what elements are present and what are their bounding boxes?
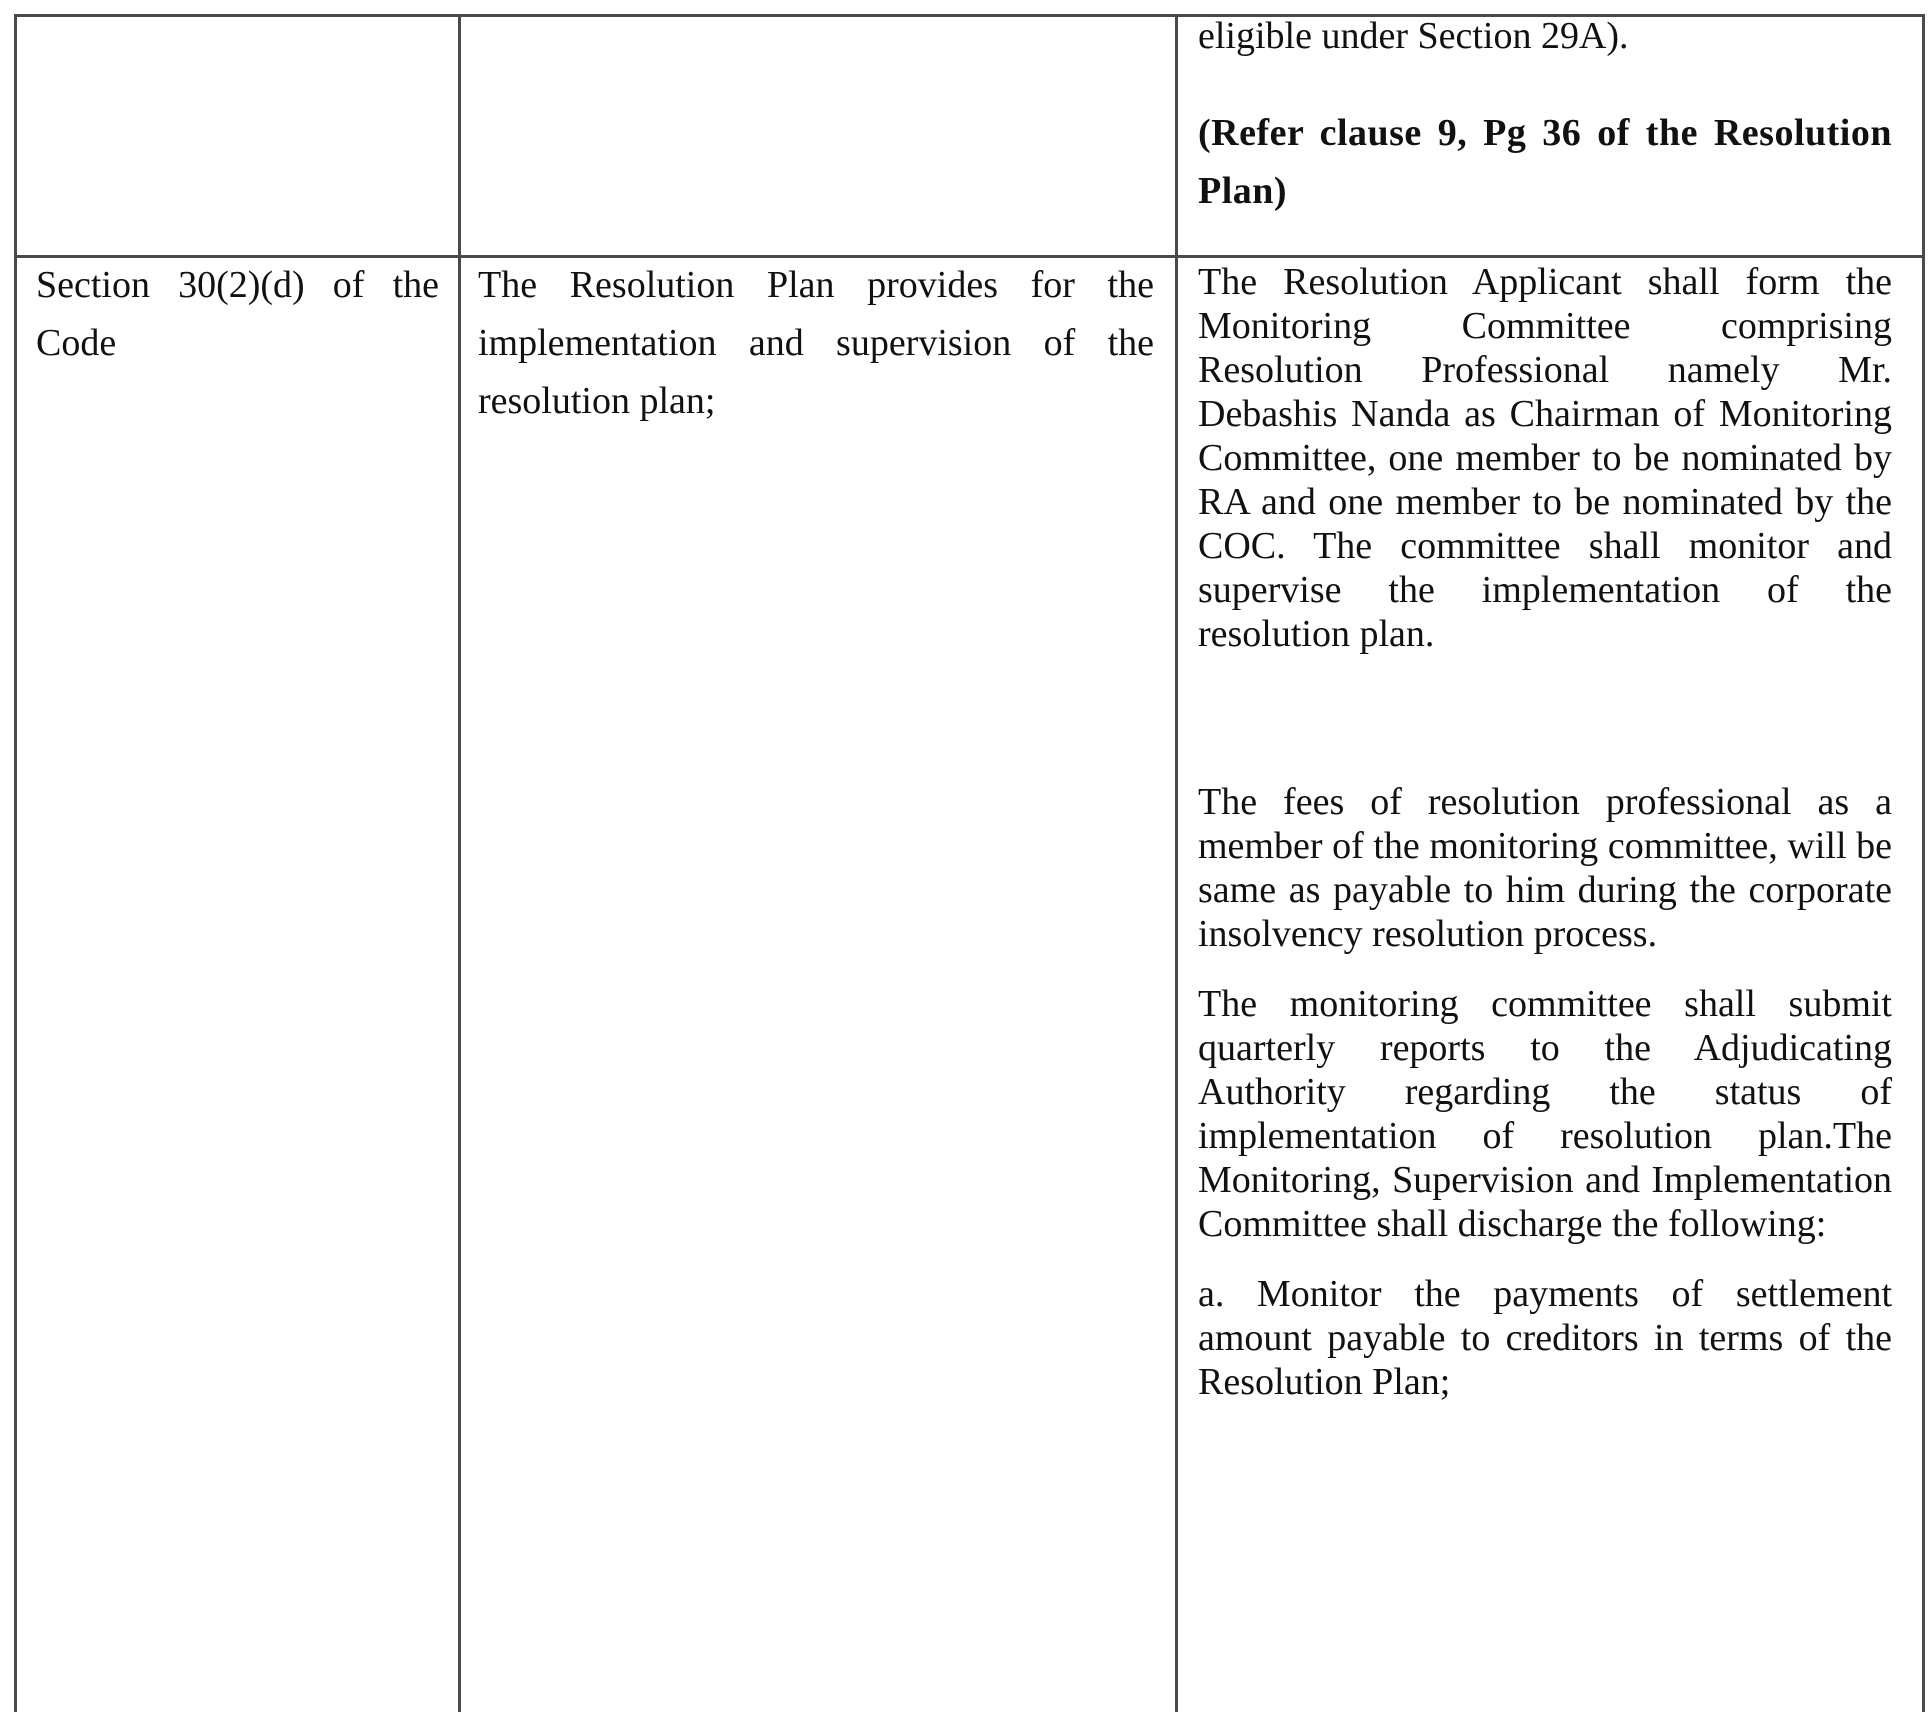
row2-col2-cell	[478, 256, 1154, 430]
row1-col3-reference: (Refer clause 9, Pg 36 of the Resolution Plan)	[1198, 112, 1892, 212]
compliance-paragraph-3: The monitoring committee shall submit quarterly reports to the Adjudicating Authority regarding the status of implementation of resolution plan.The Monitoring, Supervision and Implementation Committee shall discharge the following:	[1198, 983, 1892, 1245]
compliance-paragraph-2: The fees of resolution professional as a member of the monitoring committee, will be same as payable to him during the corporate insolvency resolution process.	[1198, 781, 1892, 955]
compliance-paragraph-4: a. Monitor the payments of settlement amount payable to creditors in terms of the Resolution Plan;	[1198, 1273, 1892, 1403]
table-border-left	[14, 16, 17, 1712]
row2-col3-cell	[1198, 260, 1892, 1404]
table-border-right	[1922, 16, 1925, 1712]
table-border-col1-col2	[458, 16, 461, 1712]
requirement-description: The Resolution Plan provides for the implementation and supervision of the resolution plan;	[478, 264, 1154, 422]
compliance-paragraph-1: The Resolution Applicant shall form the Monitoring Committee comprising Resolution Professional namely Mr. Debashis Nanda as Chairman of Monitoring Committee, one member to be nominated by RA and one member to be nominated by the COC. The committee shall monitor and supervise the implementation of the resolution plan.	[1198, 261, 1892, 655]
table-border-col2-col3	[1175, 16, 1178, 1712]
row1-col3-text: eligible under Section 29A).	[1198, 15, 1629, 57]
row2-col1-cell	[36, 256, 439, 372]
section-reference: Section 30(2)(d) of the Code	[36, 264, 439, 364]
row1-col3-cell	[1198, 14, 1892, 220]
